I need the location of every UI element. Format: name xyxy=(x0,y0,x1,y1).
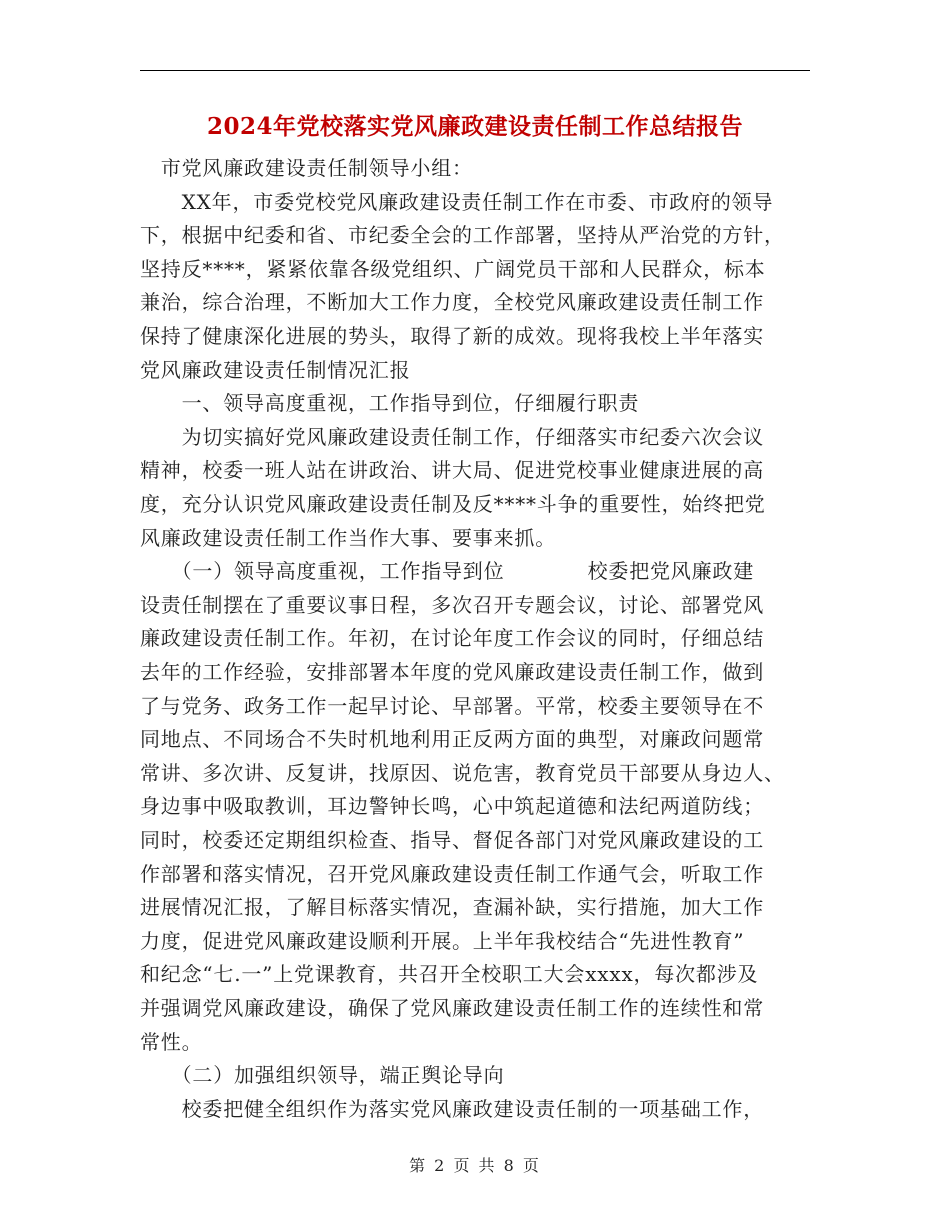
header-rule xyxy=(140,70,810,71)
body-text-line: 同时，校委还定期组织检查、指导、督促各部门对党风廉政建设的工 xyxy=(140,828,764,852)
body-text-line: 廉政建设责任制工作。年初，在讨论年度工作会议的同时，仔细总结 xyxy=(140,626,764,651)
body-text-line: 并强调党风廉政建设，确保了党风廉政建设责任制工作的连续性和常 xyxy=(140,996,764,1020)
body-text-line: 身边事中吸取教训，耳边警钟长鸣，心中筑起道德和法纪两道防线； xyxy=(140,794,764,819)
body-text-line: 常讲、多次讲、反复讲，找原因、说危害，教育党员干部要从身边人、 xyxy=(140,760,785,785)
body-text-line: 风廉政建设责任制工作当作大事、要事来抓。 xyxy=(140,525,556,550)
body-text-line: 力度，促进党风廉政建设顺利开展。上半年我校结合“先进性教育” xyxy=(140,928,745,953)
body-text-line: 下，根据中纪委和省、市纪委全会的工作部署，坚持从严治党的方针， xyxy=(140,223,785,248)
body-text-line: 坚持反****，紧紧依靠各级党组织、广阔党员干部和人民群众，标本 xyxy=(140,256,766,281)
body-text-line: 一、领导高度重视，工作指导到位，仔细履行职责 xyxy=(140,391,640,416)
body-text-line: 保持了健康深化进展的势头，取得了新的成效。现将我校上半年落实 xyxy=(140,324,764,348)
body-text-line: 去年的工作经验，安排部署本年度的党风廉政建设责任制工作，做到 xyxy=(140,660,764,684)
body-text-line: 校委把健全组织作为落实党风廉政建设责任制的一项基础工作， xyxy=(140,1096,764,1121)
body-text-line: 作部署和落实情况，召开党风廉政建设责任制工作通气会，听取工作 xyxy=(140,861,764,886)
body-text-line: 市党风廉政建设责任制领导小组： xyxy=(140,156,473,180)
body-text-line: 了与党务、政务工作一起早讨论、早部署。平常，校委主要领导在不 xyxy=(140,693,764,718)
body-text-line: 度，充分认识党风廉政建设责任制及反****斗争的重要性，始终把党 xyxy=(140,492,766,516)
page-footer: 第 2 页 共 8 页 xyxy=(409,1156,541,1175)
body-text-line: 精神，校委一班人站在讲政治、讲大局、促进党校事业健康进展的高 xyxy=(140,458,764,483)
body-text-line: 设责任制摆在了重要议事日程，多次召开专题会议，讨论、部署党风 xyxy=(140,592,764,617)
body-text-line: 常性。 xyxy=(140,1029,203,1054)
body-text-line: 兼治，综合治理，不断加大工作力度，全校党风廉政建设责任制工作 xyxy=(140,290,764,315)
body-text-line: 为切实搞好党风廉政建设责任制工作，仔细落实市纪委六次会议 xyxy=(140,424,764,449)
body-text-line: XX年，市委党校党风廉政建设责任制工作在市委、市政府的领导 xyxy=(140,189,774,214)
body-text-line: 党风廉政建设责任制情况汇报 xyxy=(140,357,411,382)
document-title: 2024年党校落实党风廉政建设责任制工作总结报告 xyxy=(206,113,743,140)
body-text-line: （一）领导高度重视，工作指导到位 校委把党风廉政建 xyxy=(140,559,754,584)
body-text-line: （二）加强组织领导，端正舆论导向 xyxy=(140,1063,505,1088)
body-text-line: 同地点、不同场合不失时机地利用正反两方面的典型，对廉政问题常 xyxy=(140,727,764,752)
body-text-line: 和纪念“七.一”上党课教育，共召开全校职工大会xxxx，每次都涉及 xyxy=(140,962,759,987)
body-text-line: 进展情况汇报，了解目标落实情况，查漏补缺，实行措施，加大工作 xyxy=(140,895,764,920)
